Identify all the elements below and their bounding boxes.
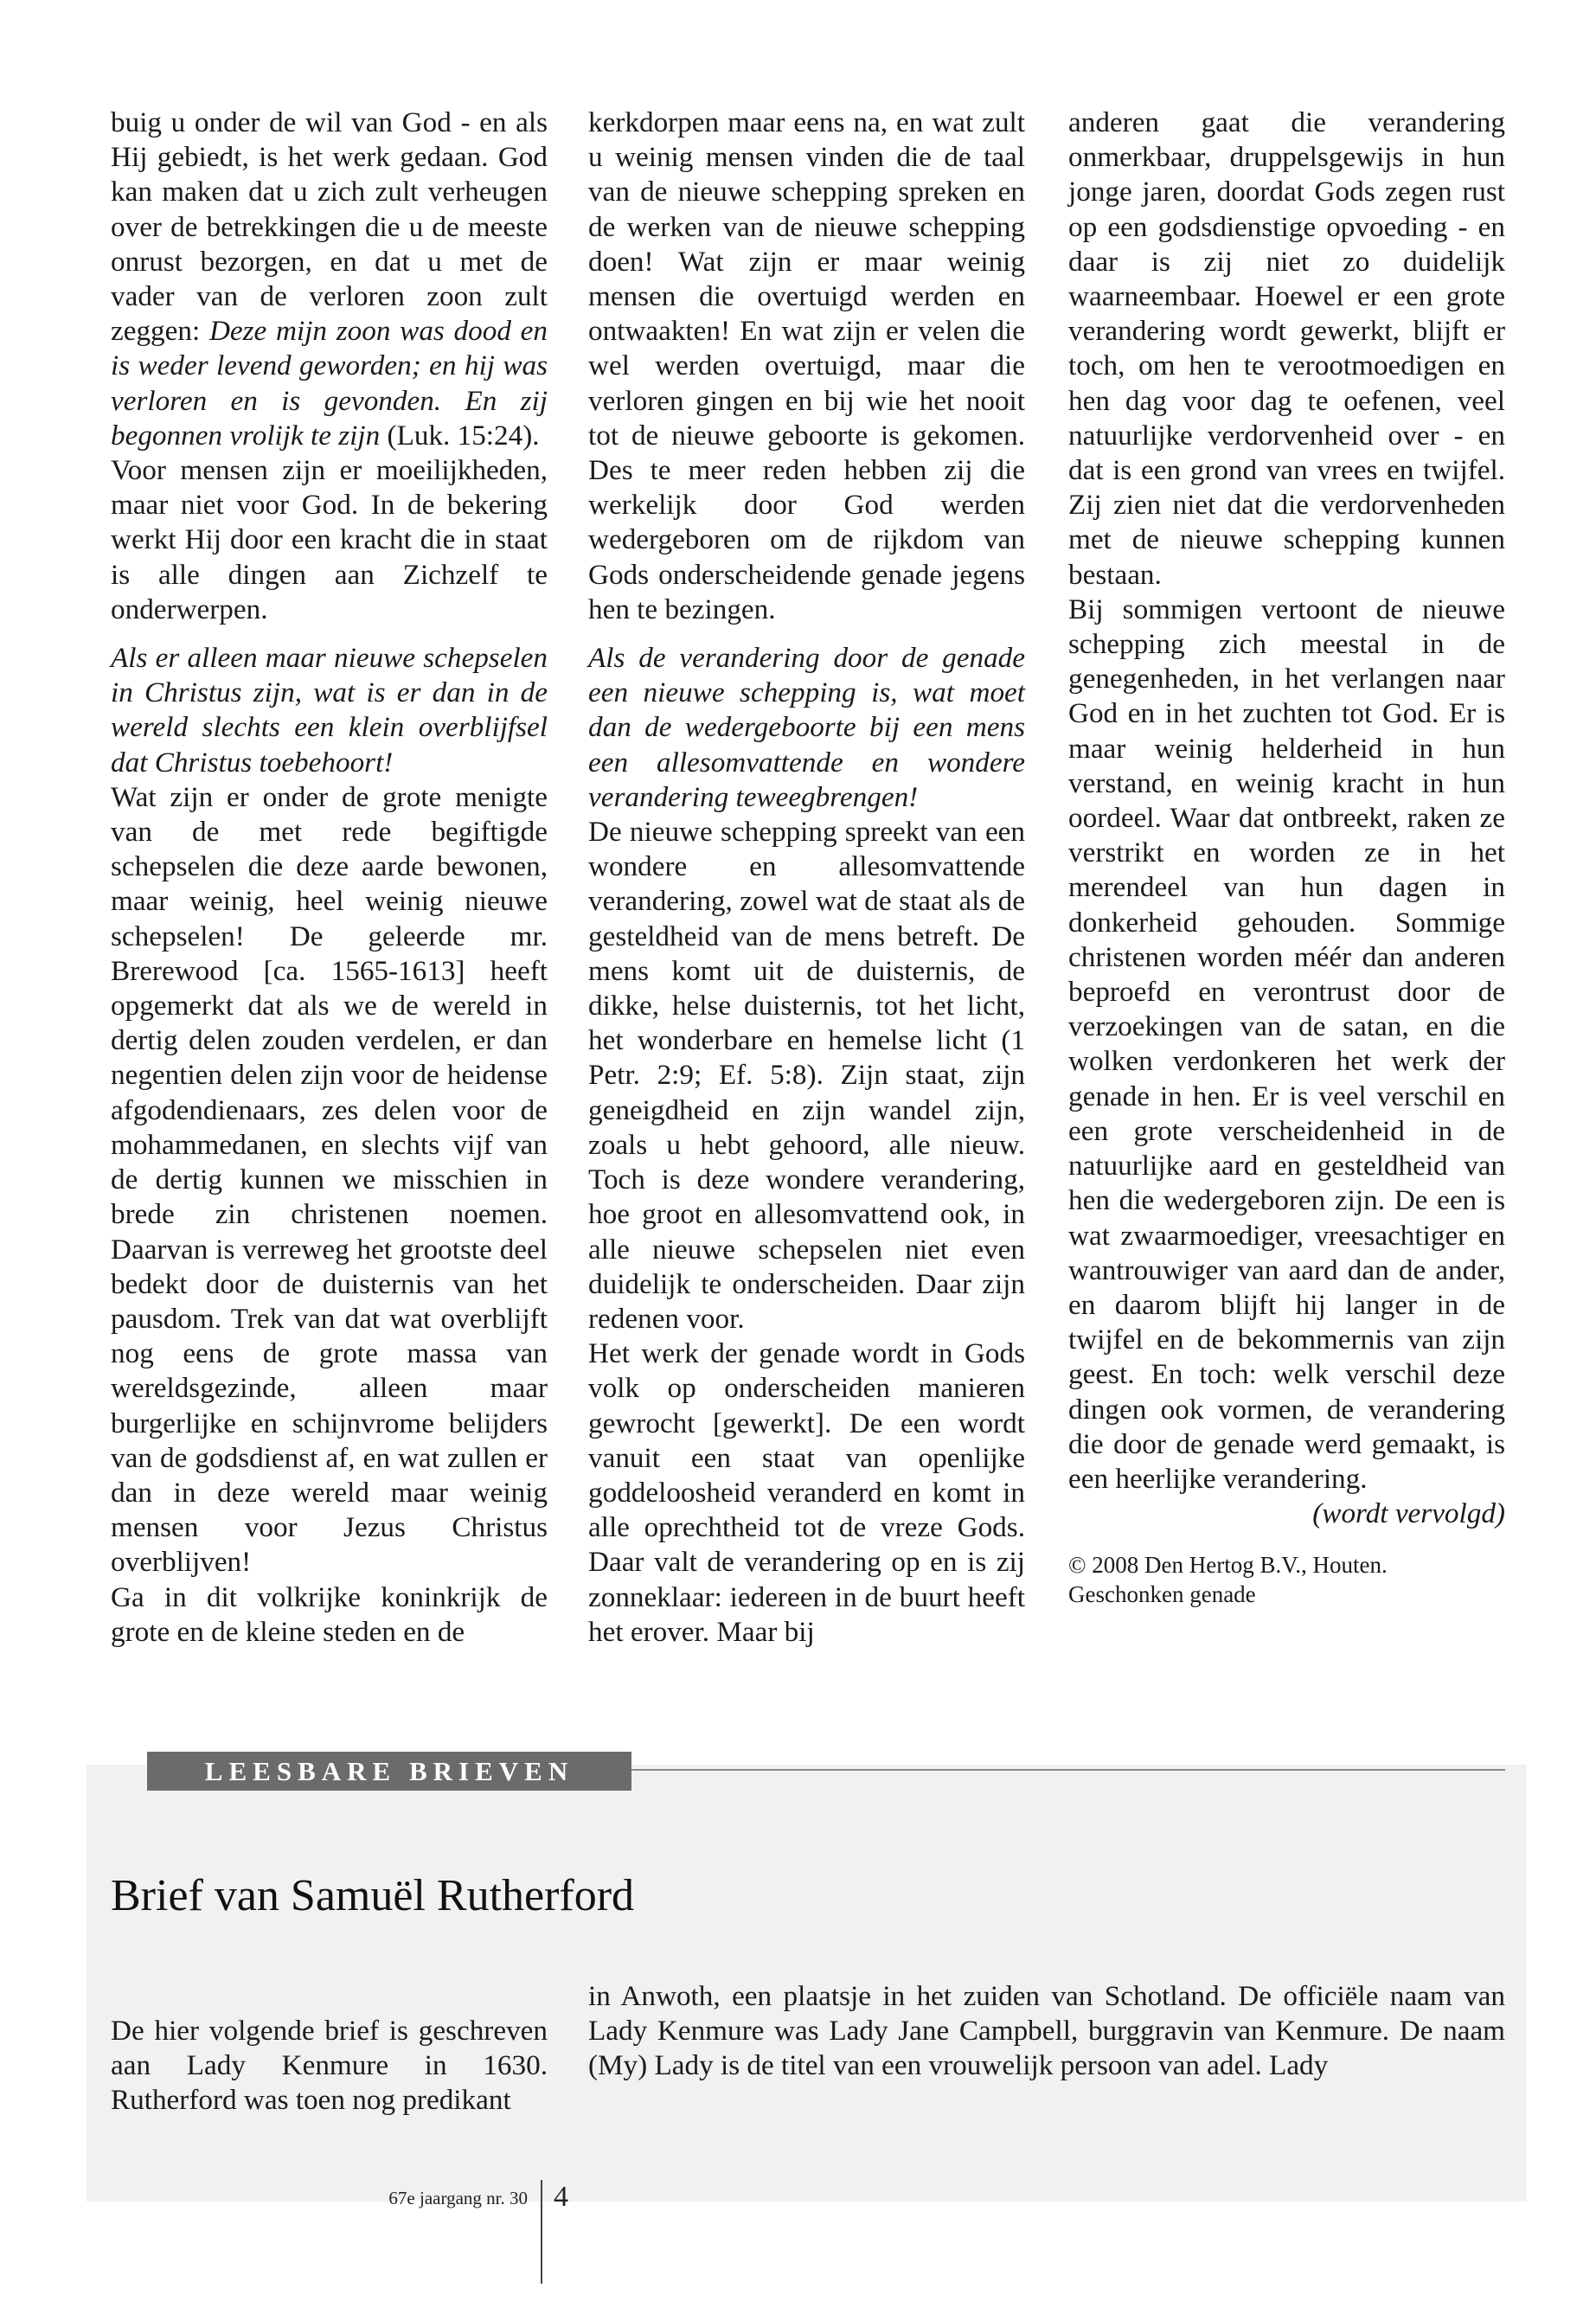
article-column-3	[1068, 106, 1505, 1609]
column-2-paragraph-1: kerkdorpen maar eens na, en wat zult u weinig mensen vinden die de taal van de nieuwe schepping spreken en de werken van de nieuwe schepping doen! Wat zijn er maar weinig mensen die overtuigd werden en ontwaakten! En wat zijn er velen die wel werden overtuigd, maar die verloren gingen en bij wie het nooit tot de nieuwe geboorte is gekomen. Des te meer reden hebben zij die werkelijk door God werden wedergeboren om de rijkdom van Gods onderscheidende genade jegens hen te bezingen.	[588, 106, 1025, 625]
column-1-paragraph-1: buig u onder de wil van God - en als Hij gebiedt, is het werk gedaan. God kan maken dat u zich zult verheugen over de betrekkingen die u de meeste onrust bezorgen, en dat u met de vader van de verloren zoon zult zeggen: Deze mijn zoon was dood en is weder levend geworden; en hij was verloren en is gevonden. En zij begonnen vrolijk te zijn (Luk. 15:24).	[111, 106, 548, 452]
column-1-paragraph-4: Ga in dit volkrijke koninkrijk de grote en de kleine steden en de	[111, 1580, 548, 1648]
column-3-paragraph-2: Bij sommigen vertoont de nieuwe schepping zich meestal in de genegenheden, in het verlangen naar God en in het zuchten tot God. Er is maar weinig helderheid in hun verstand, en weinig kracht in hun oordeel. Waar dat ontbreekt, raken ze verstrikt en worden ze in het merendeel van hun dagen in donkerheid gehouden. Sommige christenen worden méér dan anderen beproefd en verontrust door de verzoekingen van de satan, en die wolken verdonkeren het werk der genade in hen. Er is veel verschil en een grote verscheidenheid in de natuurlijke aard en gesteldheid van hen die wedergeboren zijn. De een is wat zwaarmoediger, vreesachtiger en wantrouwiger van aard dan de ander, en daarom blijft hij langer in de twijfel en de bekommernis van zijn geest. En toch: welk verschil deze dingen ook vormen, de verandering die door de genade werd gemaakt, is een heerlijke verandering.	[1068, 593, 1505, 1495]
column-3-paragraph-1: anderen gaat die verandering onmerkbaar, druppelsgewijs in hun jonge jaren, doordat Gods zegen rust op een godsdienstige opvoeding - en daar is zij niet zo duidelijk waarneembaar. Hoewel er een grote verandering wordt gewerkt, blijft er toch, om hen te verootmoedigen en hen dag voor dag te oefenen, veel natuurlijke verdorvenheid over - en dat is een grond van vrees en twijfel. Zij zien niet dat die verdorvenheden met de nieuwe schepping kunnen bestaan.	[1068, 106, 1505, 591]
article-column-2	[588, 106, 1025, 1650]
source-title: Geschonken genade	[1068, 1581, 1256, 1608]
copyright-notice: © 2008 Den Hertog B.V., Houten. Geschonken genade	[1068, 1552, 1388, 1608]
issue-number: 67e jaargang nr. 30	[388, 2188, 528, 2208]
column-1-lead-question: Als er alleen maar nieuwe schepselen in Christus zijn, wat is er dan in de wereld slechts een klein overblijfsel dat Christus toebehoort!	[111, 642, 548, 779]
section-header	[147, 1752, 1505, 1791]
column-2-paragraph-2: De nieuwe schepping spreekt van een wondere en allesomvattende verandering, zowel wat de staat als de gesteldheid van de mens betreft. De mens komt uit de duisternis, de dikke, helse duisternis, tot het licht, het wonderbare en hemelse licht (1 Petr. 2:9; Ef. 5:8). Zijn staat, zijn geneigdheid en zijn wandel zijn, zoals u hebt gehoord, alle nieuw. Toch is deze wondere verandering, hoe groot en allesomvattend ook, in alle nieuwe schepselen niet even duidelijk te onderscheiden. Daar zijn redenen voor.	[588, 816, 1025, 1335]
letter-intro-left: De hier volgende brief is geschreven aan Lady Kenmure in 1630. Rutherford was toen nog predikant	[111, 2015, 548, 2117]
article-title: Brief van Samuël Rutherford	[111, 1871, 635, 1920]
letter-intro-right: in Anwoth, een plaatsje in het zuiden van Schotland. De officiële naam van Lady Kenmure was Lady Jane Campbell, burggravin van Kenmure. De naam (My) Lady is de titel van een vrouwelijk persoon van adel. Lady	[588, 1980, 1505, 2082]
footer-divider	[541, 2180, 542, 2284]
page-number: 4	[554, 2181, 568, 2213]
column-2-lead-question: Als de verandering door de genade een nieuwe schepping is, wat moet dan de wedergeboorte bij een mens een allesomvattende en wondere verandering teweegbrengen!	[588, 642, 1025, 813]
bible-reference: (Luk. 15:24).	[387, 419, 540, 452]
section-divider	[631, 1769, 1505, 1771]
column-1-paragraph-2: Voor mensen zijn er moeilijkheden, maar niet voor God. In de bekering werkt Hij door een kracht die in staat is alle dingen aan Zichzelf te onderwerpen.	[111, 454, 548, 625]
article-column-1	[111, 106, 548, 1650]
to-be-continued: (wordt vervolgd)	[1312, 1497, 1505, 1530]
bible-quote: Deze mijn zoon was dood en is weder levend geworden; en hij was verloren en is gevonden. En zij begonnen vrolijk te zijn	[111, 315, 548, 452]
column-1-paragraph-3: Wat zijn er onder de grote menigte van de met rede begiftigde schepselen die deze aarde bewonen, maar weinig, heel weinig nieuwe schepselen! De geleerde mr. Brerewood [ca. 1565-1613] heeft opgemerkt dat als we de wereld in dertig delen zouden verdelen, er dan negentien delen zijn voor de heidense afgodendienaars, zes delen voor de mohammedanen, en slechts vijf van de dertig kunnen we misschien in brede zin christenen noemen. Daarvan is verreweg het grootste deel bedekt door de duisternis van het pausdom. Trek van dat wat overblijft nog eens de grote massa van wereldsgezinde, alleen maar burgerlijke en schijnvrome belijders van de godsdienst af, en wat zullen er dan in deze wereld maar weinig mensen voor Jezus Christus overblijven!	[111, 780, 548, 1579]
section-label: LEESBARE BRIEVEN	[147, 1752, 631, 1791]
column-2-paragraph-3: Het werk der genade wordt in Gods volk op onderscheiden manieren gewrocht [gewerkt]. De een wordt vanuit een staat van openlijke goddeloosheid veranderd en komt in alle oprechtheid tot de vreze Gods. Daar valt de verandering op en is zij zonneklaar: iedereen in de buurt heeft het erover. Maar bij	[588, 1337, 1025, 1648]
